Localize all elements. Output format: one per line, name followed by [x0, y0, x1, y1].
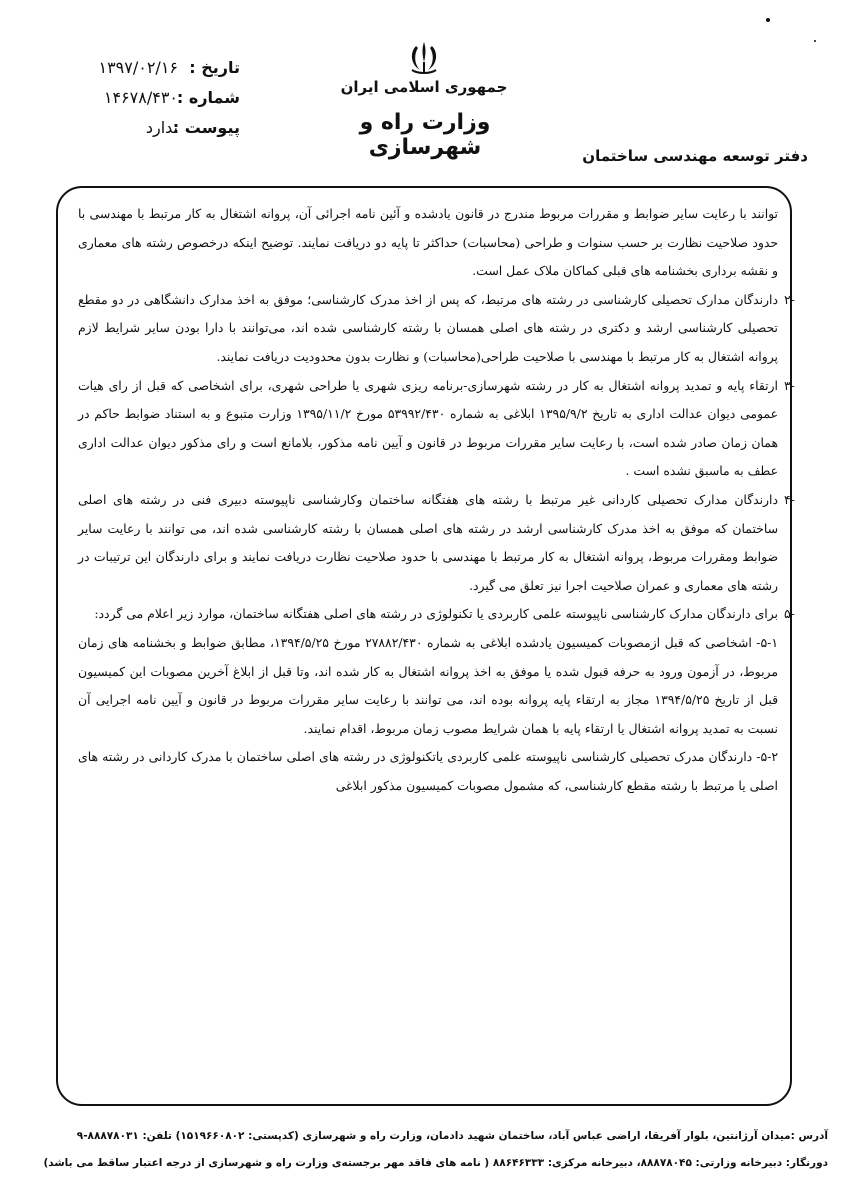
letter-body [78, 200, 795, 1090]
republic-title: جمهوری اسلامی ایران [340, 78, 508, 96]
iran-emblem-icon [404, 40, 444, 76]
date-label: تاریخ : [189, 58, 240, 77]
attachment-label: پیوست : [172, 118, 240, 137]
list-item [78, 286, 795, 372]
sub-item-5-2: ۵-۲- دارندگان مدرک تحصیلی کارشناسی ناپیوسته علمی کاربردی یاتکنولوژی در رشته های اصلی ساختمان با مدرک کاردانی در رشته های اصلی یا مرتبط با رشته مقطع کارشناسی، که مشمول مصوبات کمیسیون مذکور ابلاغی [78, 749, 778, 793]
item-number: -۲ [784, 291, 795, 307]
footer-fax: دورنگار: دبیرخانه وزارتی: ۸۸۸۷۸۰۴۵، دبیرخانه مرکزی: ۸۸۶۴۶۳۳۳ ( نامه های فاقد مهر برجسته‌ی وزارت راه و شهرسازی از درجه اعتبار ساقط می باشد) [43, 1157, 828, 1169]
intro-paragraph: توانند با رعایت سایر ضوابط و مقررات مربوط مندرج در قانون یادشده و آئین نامه اجرائی آن، پروانه اشتغال به کار مرتبط با مهندسی با حدود صلاحیت نظارت بر حسب سنوات و طراحی (محاسبات) حداکثر تا پایه دو دریافت نمایند. توضیح اینکه درخصوص رشته های معماری و نقشه برداری بخشنامه های قبلی کماکان ملاک عمل است. [78, 206, 778, 279]
ministry-title: وزارت راه و شهرسازی [359, 110, 491, 160]
item-text: ارتقاء پایه و تمدید پروانه اشتغال به کار در رشته شهرسازی-برنامه ریزی شهری یا طراحی شهری، برای اشخاصی که قبل از رای هیات عمومی دیوان عدالت اداری به تاریخ ۱۳۹۵/۹/۲ ابلاغی به شماره ۵۳۹۹۲/۴۳۰ مورخ ۱۳۹۵/۱۱/۲ وزارت متبوع و به استناد ضوابط حاکم در همان زمان صادر شده است، با رعایت سایر مقررات مربوط در قانون و آیین نامه مذکور، بلامانع است و رای مذکور دیوان عدالت اداری عطف به ماسبق نشده است . [78, 377, 778, 479]
office-title: دفتر توسعه مهندسی ساختمان [582, 147, 808, 165]
item-number: -۳ [784, 377, 795, 393]
scan-mark [814, 40, 816, 42]
date-value: ۱۳۹۷/۰۲/۱۶ [98, 58, 178, 77]
item-number: -۵ [784, 606, 795, 622]
item-number: -۴ [784, 491, 795, 507]
sub-item-5-1: ۵-۱- اشخاصی که قبل ازمصوبات کمیسیون یادشده ابلاغی به شماره ۲۷۸۸۲/۴۳۰ مورخ ۱۳۹۴/۵/۲۵، مطابق ضوابط و بخشنامه های زمان مربوط، در آزمون ورود به حرفه قبول شده یا موفق به اخذ پروانه اشتغال به کار شده اند، وتا قبل از ابلاغ آخرین مصوبات این کمیسیون قبل از تاریخ ۱۳۹۴/۵/۲۵ مجاز به ارتقاء پایه پروانه بوده اند، می توانند با رعایت سایر مقررات مربوط در قانون و آیین نامه اجرایی آن نسبت به تمدید پروانه اشتغال یا ارتقاء پایه با همان شرایط مصوب زمان مربوط، اقدام نمایند. [78, 634, 778, 736]
list-item [78, 372, 795, 486]
number-label: شماره : [176, 88, 240, 107]
number-value: ۱۴۶۷۸/۴۳۰ [103, 88, 178, 107]
list-item [78, 486, 795, 600]
attachment-value: ندارد [145, 118, 178, 137]
item-text: دارندگان مدارک تحصیلی کارشناسی در رشته های مرتبط، که پس از اخذ مدرک کارشناسی؛ موفق به اخذ مدارک دانشگاهی در دو مقطع تحصیلی کارشناسی ارشد و دکتری در رشته های اصلی همسان با رشته کارشناسی شده اند، می‌توانند با دارا بودن سایر شرایط لازم پروانه اشتغال به کار مرتبط با مهندسی با صلاحیت طراحی(محاسبات) و نظارت بدون محدودیت دریافت نمایند. [78, 291, 778, 364]
scan-mark [766, 18, 770, 22]
footer-address: آدرس :میدان آرژانتین، بلوار آفریقا، اراضی عباس آباد، ساختمان شهید دادمان، وزارت راه و شهرسازی (کدپستی: ۱۵۱۹۶۶۰۸۰۲) تلفن: ۸۸۸۷۸۰۳۱-۹ [76, 1130, 828, 1142]
item-text: دارندگان مدارک تحصیلی کاردانی غیر مرتبط با رشته های هفتگانه ساختمان وکارشناسی ناپیوسته دبیری فنی در رشته های اصلی ساختمان که موفق به اخذ مدرک کارشناسی ارشد در رشته های اصلی همسان با رشته کارشناسی شده اند، می توانند با رعایت سایر ضوابط ومقررات مربوط، پروانه اشتغال به کار مرتبط با مهندسی با حدود صلاحیت نظارت دریافت نمایند و برای دارندگان این ترتیبات در رشته های معماری و عمران صلاحیت اجرا نیز تعلق می گیرد. [78, 491, 778, 593]
item-text: برای دارندگان مدارک کارشناسی ناپیوسته علمی کاربردی یا تکنولوژی در رشته های اصلی هفتگانه ساختمان، موارد زیر اعلام می گردد: [94, 606, 778, 622]
list-item [78, 600, 795, 629]
